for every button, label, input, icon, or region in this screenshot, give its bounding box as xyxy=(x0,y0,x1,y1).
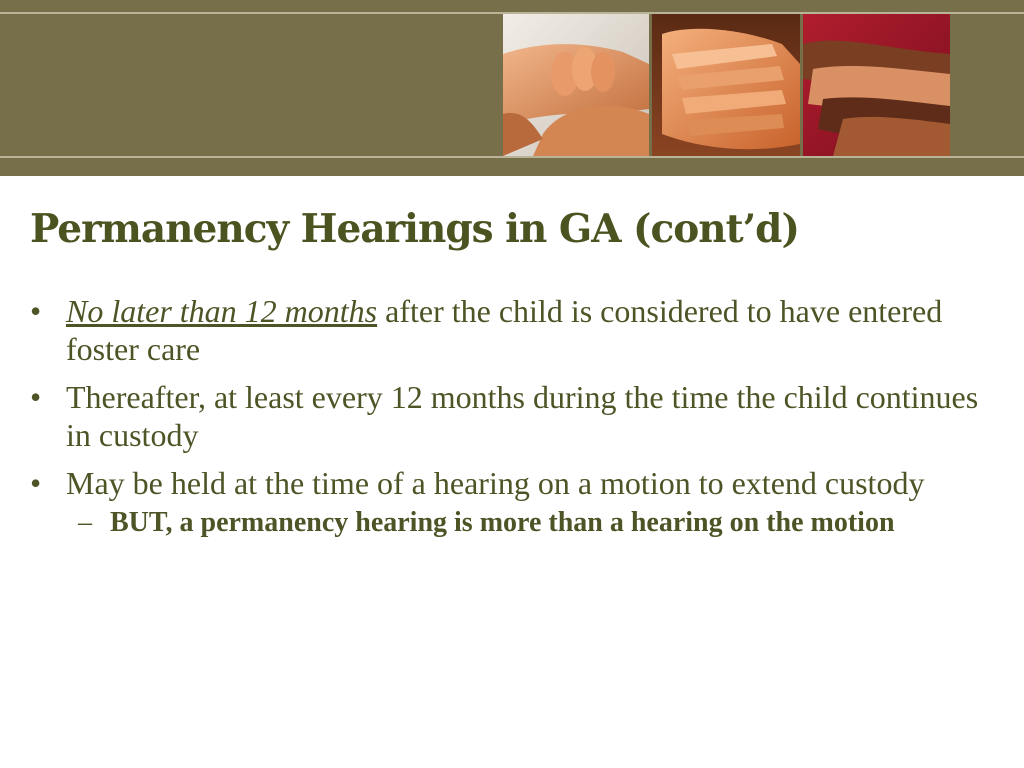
hands-photo-stacked xyxy=(652,14,800,156)
banner-divider-bottom xyxy=(0,156,1024,158)
hands-photo-baby-grip xyxy=(503,14,649,156)
slide-title: Permanency Hearings in GA (cont’d) xyxy=(30,206,799,252)
bullet-text: after the child is considered to have entered foster care xyxy=(66,293,943,367)
bullet-text: May be held at the time of a hearing on a motion to extend custody xyxy=(66,465,925,501)
header-banner xyxy=(0,0,1024,176)
bullet-text: Thereafter, at least every 12 months during the time the child continues in custody xyxy=(66,379,979,453)
bullet-marker: • xyxy=(30,379,42,415)
bullet-emphasis: No later than 12 months xyxy=(66,293,378,329)
bullet-marker: • xyxy=(30,465,42,501)
sub-bullet-item xyxy=(30,506,990,539)
bullet-item xyxy=(30,464,990,502)
sub-bullet-marker: – xyxy=(78,507,92,538)
bullet-item xyxy=(30,378,990,454)
slide-body xyxy=(30,292,990,539)
hands-photo-clasped xyxy=(803,14,950,156)
bullet-item xyxy=(30,292,990,368)
sub-bullet-text: BUT, a permanency hearing is more than a hearing on the motion xyxy=(110,507,895,538)
bullet-marker: • xyxy=(30,293,42,329)
